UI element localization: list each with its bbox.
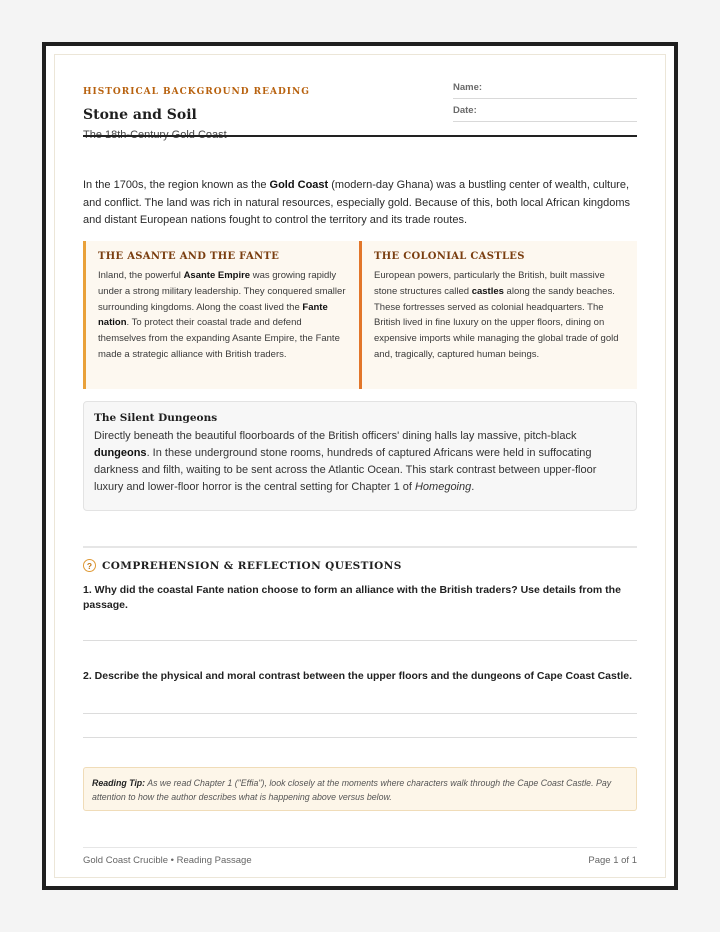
- question-2: 2. Describe the physical and moral contrast between the upper floors and the dungeons of Cape Coast Castle.: [83, 670, 633, 682]
- worksheet-page: [54, 54, 666, 878]
- answer-line[interactable]: [83, 640, 637, 641]
- student-meta: [453, 77, 637, 122]
- info-cards: [83, 241, 637, 389]
- intro-bold-term: Gold Coast: [269, 179, 329, 191]
- silent-dungeons-box: [83, 401, 637, 511]
- dungeon-text: Directly beneath the beautiful floorboards of the British officers' dining halls lay massive, pitch-black dungeons. In these underground stone rooms, hundreds of captured Africans were held in suffocating darkness and filth, waiting to be sent across the Atlantic Ocean. This stark contrast between upper-floor luxury and lower-floor horror is the central setting for Chapter 1 of Homegoing.: [94, 430, 597, 493]
- card-asante-fante: [83, 241, 361, 389]
- card-colonial-castles: [359, 241, 637, 389]
- worksheet-frame: [42, 42, 678, 890]
- page-number: Page 1 of 1: [588, 855, 637, 866]
- header-divider: [83, 135, 637, 137]
- card-text: Inland, the powerful Asante Empire was growing rapidly under a strong military leadership. They conquered smaller surrounding kingdoms. Along the coast lived the Fante nation. To protect their coastal trade and defend themselves from the expanding Asante Empire, the Fante made a strategic alliance with British traders.: [98, 270, 346, 360]
- card-title: THE ASANTE AND THE FANTE: [98, 251, 280, 262]
- section-divider: [83, 546, 637, 548]
- questions-heading-label: COMPREHENSION & REFLECTION QUESTIONS: [102, 559, 402, 572]
- dungeon-title: The Silent Dungeons: [94, 412, 218, 424]
- answer-line[interactable]: [83, 737, 637, 738]
- reading-tip-label: Reading Tip:: [92, 778, 146, 788]
- date-field[interactable]: Date:: [453, 100, 637, 122]
- card-text: European powers, particularly the British, built massive stone structures called castles along the sandy beaches. These fortresses served as colonial headquarters. The British lived in fine luxury on the upper floors, dining on expensive imports while managing the global trade of gold and, tragically, captured human beings.: [374, 270, 619, 360]
- question-circle-icon: ?: [83, 559, 96, 572]
- footer-left: Gold Coast Crucible • Reading Passage: [83, 855, 252, 866]
- name-field[interactable]: Name:: [453, 77, 637, 99]
- footer: [83, 855, 637, 866]
- reading-tip: Reading Tip: As we read Chapter 1 ("Effia"), look closely at the moments where characters walk through the Cape Coast Castle. Pay attention to how the author describes what is happening above versus below.: [83, 767, 637, 811]
- footer-divider: [83, 847, 637, 848]
- kicker: HISTORICAL BACKGROUND READING: [83, 87, 310, 97]
- answer-line[interactable]: [83, 713, 637, 714]
- questions-heading: [83, 559, 402, 572]
- card-title: THE COLONIAL CASTLES: [374, 251, 525, 262]
- page-title: Stone and Soil: [83, 107, 197, 123]
- question-1: 1. Why did the coastal Fante nation choose to form an alliance with the British traders? Use details from the passage.: [83, 584, 621, 611]
- intro-paragraph: In the 1700s, the region known as the Gold Coast (modern-day Ghana) was a bustling center of wealth, culture, and conflict. The land was rich in natural resources, especially gold. Because of this, both local African kingdoms and distant European nations fought to control the territory and its trade routes.: [83, 179, 631, 226]
